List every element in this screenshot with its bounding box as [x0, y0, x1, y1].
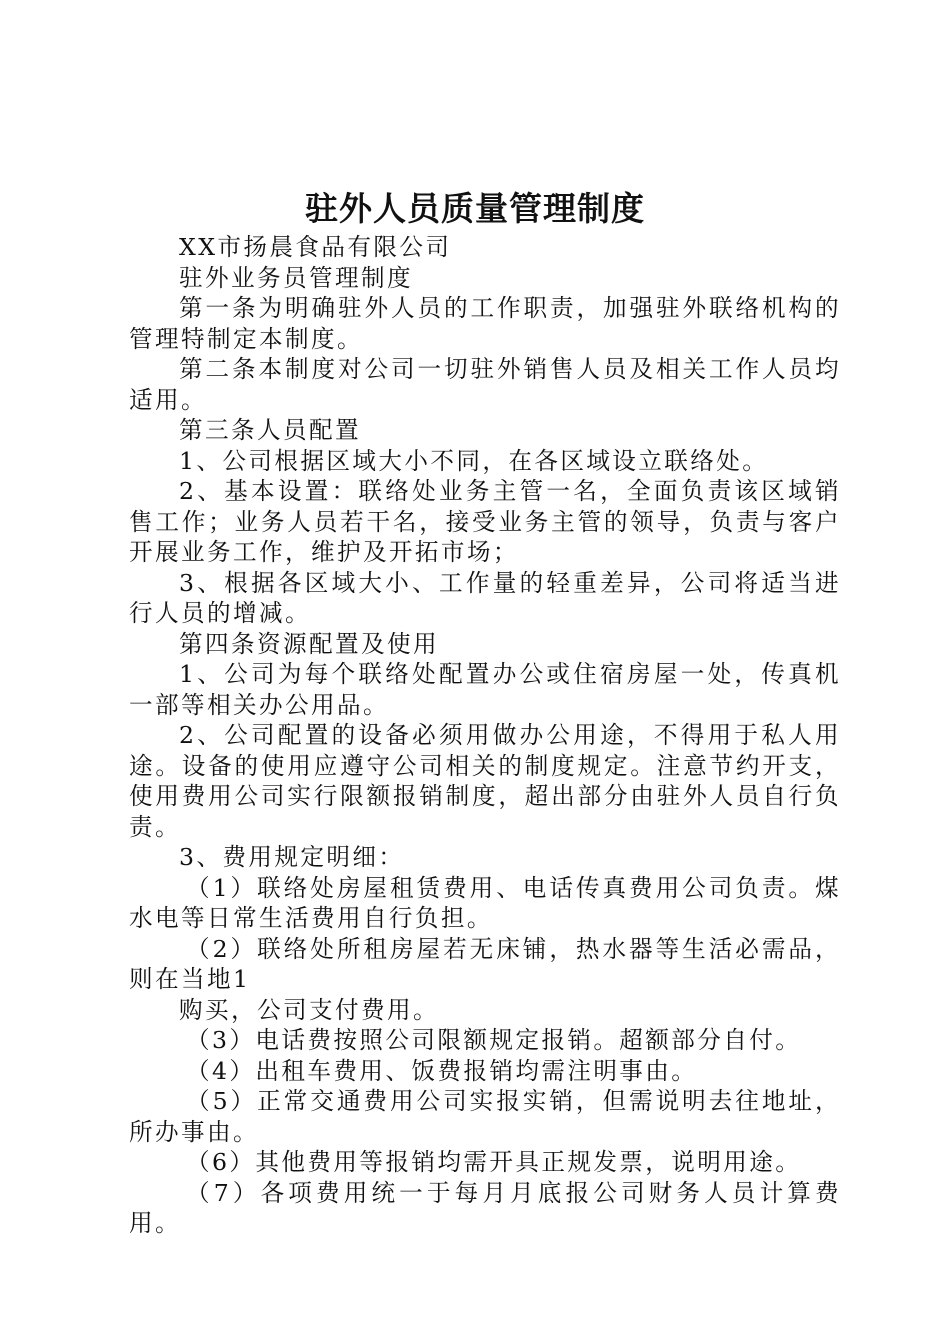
expense-rule-5: （5）正常交通费用公司实报实销，但需说明去往地址，所办事由。 [129, 1087, 841, 1146]
article-3-item-3: 3、根据各区域大小、工作量的轻重差异，公司将适当进行人员的增减。 [129, 568, 841, 627]
article-4-item-1: 1、公司为每个联络处配置办公或住宿房屋一处，传真机一部等相关办公用品。 [129, 660, 841, 719]
article-4-item-2: 2、公司配置的设备必须用做办公用途，不得用于私人用途。设备的使用应遵守公司相关的制度规定。注意节约开支，使用费用公司实行限额报销制度，超出部分由驻外人员自行负责。 [129, 721, 841, 841]
document-body [129, 232, 841, 1239]
article-2-paragraph: 第二条本制度对公司一切驻外销售人员及相关工作人员均适用。 [129, 355, 841, 414]
expense-rule-2-continued: 购买，公司支付费用。 [179, 995, 439, 1024]
article-4-heading: 第四条资源配置及使用 [179, 629, 439, 658]
article-3-heading: 第三条人员配置 [179, 416, 361, 444]
company-name-line: XX市扬晨食品有限公司 [179, 233, 452, 261]
regulation-subtitle: 驻外业务员管理制度 [179, 263, 413, 292]
expense-rule-1: （1）联络处房屋租赁费用、电话传真费用公司负责。煤水电等日常生活费用自行负担。 [129, 873, 841, 932]
article-3-item-2: 2、基本设置：联络处业务主管一名，全面负责该区域销售工作；业务人员若干名，接受业务主管的领导，负责与客户开展业务工作，维护及开拓市场； [129, 477, 841, 566]
article-3-item-1: 1、公司根据区域大小不同，在各区域设立联络处。 [179, 446, 769, 475]
article-1-paragraph: 第一条为明确驻外人员的工作职责，加强驻外联络机构的管理特制定本制度。 [129, 294, 841, 353]
expense-rule-7: （7）各项费用统一于每月月底报公司财务人员计算费用。 [129, 1178, 841, 1237]
document-title: 驻外人员质量管理制度 [305, 189, 645, 228]
expense-rule-6: （6）其他费用等报销均需开具正规发票，说明用途。 [186, 1148, 802, 1176]
expense-rule-2: （2）联络处所租房屋若无床铺，热水器等生活必需品，则在当地1 [129, 934, 841, 993]
expense-rule-3: （3）电话费按照公司限额规定报销。超额部分自付。 [186, 1026, 802, 1054]
expense-rule-4: （4）出租车费用、饭费报销均需注明事由。 [186, 1056, 698, 1085]
article-4-item-3: 3、费用规定明细： [179, 843, 405, 871]
